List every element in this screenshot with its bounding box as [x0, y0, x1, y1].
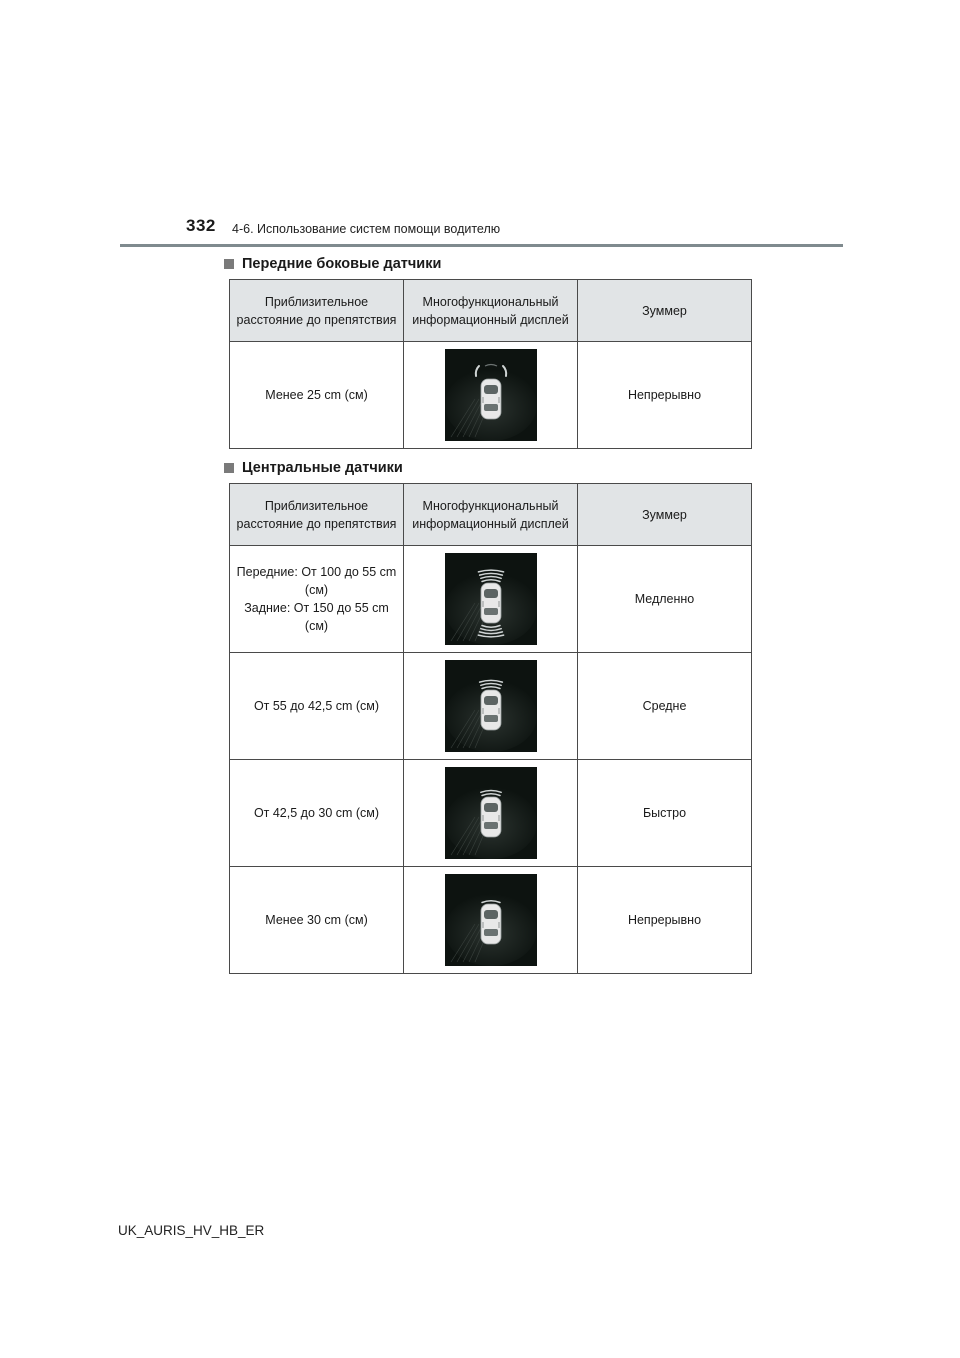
buzzer-cell: Непрерывно	[578, 342, 752, 449]
car-topview	[481, 904, 501, 944]
table-row	[230, 546, 752, 653]
chapter-title: 4-6. Использование систем помощи водителю	[232, 222, 501, 236]
distance-cell	[230, 546, 404, 653]
square-bullet-icon	[224, 463, 234, 473]
table-row	[230, 342, 752, 449]
column-header-display: Многофункциональный информационный дисплей	[404, 484, 578, 546]
buzzer-cell: Медленно	[578, 546, 752, 653]
display-cell	[404, 546, 578, 653]
distance-cell: Менее 30 cm (см)	[230, 867, 404, 974]
column-header-buzzer: Зуммер	[578, 484, 752, 546]
column-header-distance: Приблизительное расстояние до препятствия	[230, 484, 404, 546]
front-side-sensor-table	[229, 279, 752, 449]
center-sensor-table	[229, 483, 752, 974]
section-heading-text: Передние боковые датчики	[242, 256, 442, 272]
car-center-sensors-near-icon	[445, 767, 537, 859]
page-number: 332	[186, 216, 216, 235]
distance-cell: От 55 до 42,5 cm (см)	[230, 653, 404, 760]
display-cell	[404, 653, 578, 760]
column-header-display: Многофункциональный информационный дисплей	[404, 280, 578, 342]
distance-front-text	[236, 563, 397, 635]
table-row	[230, 867, 752, 974]
car-center-sensors-far-icon	[445, 553, 537, 645]
car-topview	[481, 379, 501, 419]
car-side-sensors-icon	[445, 349, 537, 441]
section-heading-center	[224, 460, 403, 476]
car-topview	[481, 690, 501, 730]
buzzer-cell: Быстро	[578, 760, 752, 867]
table-row	[230, 760, 752, 867]
distance-rear-line: Задние: От 150 до 55 cm (см)	[244, 601, 389, 633]
car-center-sensors-closest-icon	[445, 874, 537, 966]
header-rule	[120, 244, 843, 247]
display-cell	[404, 760, 578, 867]
buzzer-cell: Средне	[578, 653, 752, 760]
car-topview	[481, 583, 501, 623]
distance-cell: Менее 25 cm (см)	[230, 342, 404, 449]
distance-front-line: Передние: От 100 до 55 cm (см)	[236, 565, 397, 597]
column-header-buzzer: Зуммер	[578, 280, 752, 342]
section-heading-front-side	[224, 256, 441, 272]
square-bullet-icon	[224, 259, 234, 269]
section-heading-text: Центральные датчики	[242, 460, 403, 476]
table-header-row	[230, 484, 752, 546]
footer-model-code: UK_AURIS_HV_HB_ER	[118, 1223, 265, 1238]
car-topview	[481, 797, 501, 837]
display-cell	[404, 867, 578, 974]
table-row	[230, 653, 752, 760]
table-header-row	[230, 280, 752, 342]
distance-cell: От 42,5 до 30 cm (см)	[230, 760, 404, 867]
car-center-sensors-mid-icon	[445, 660, 537, 752]
display-cell	[404, 342, 578, 449]
buzzer-cell: Непрерывно	[578, 867, 752, 974]
column-header-distance: Приблизительное расстояние до препятствия	[230, 280, 404, 342]
